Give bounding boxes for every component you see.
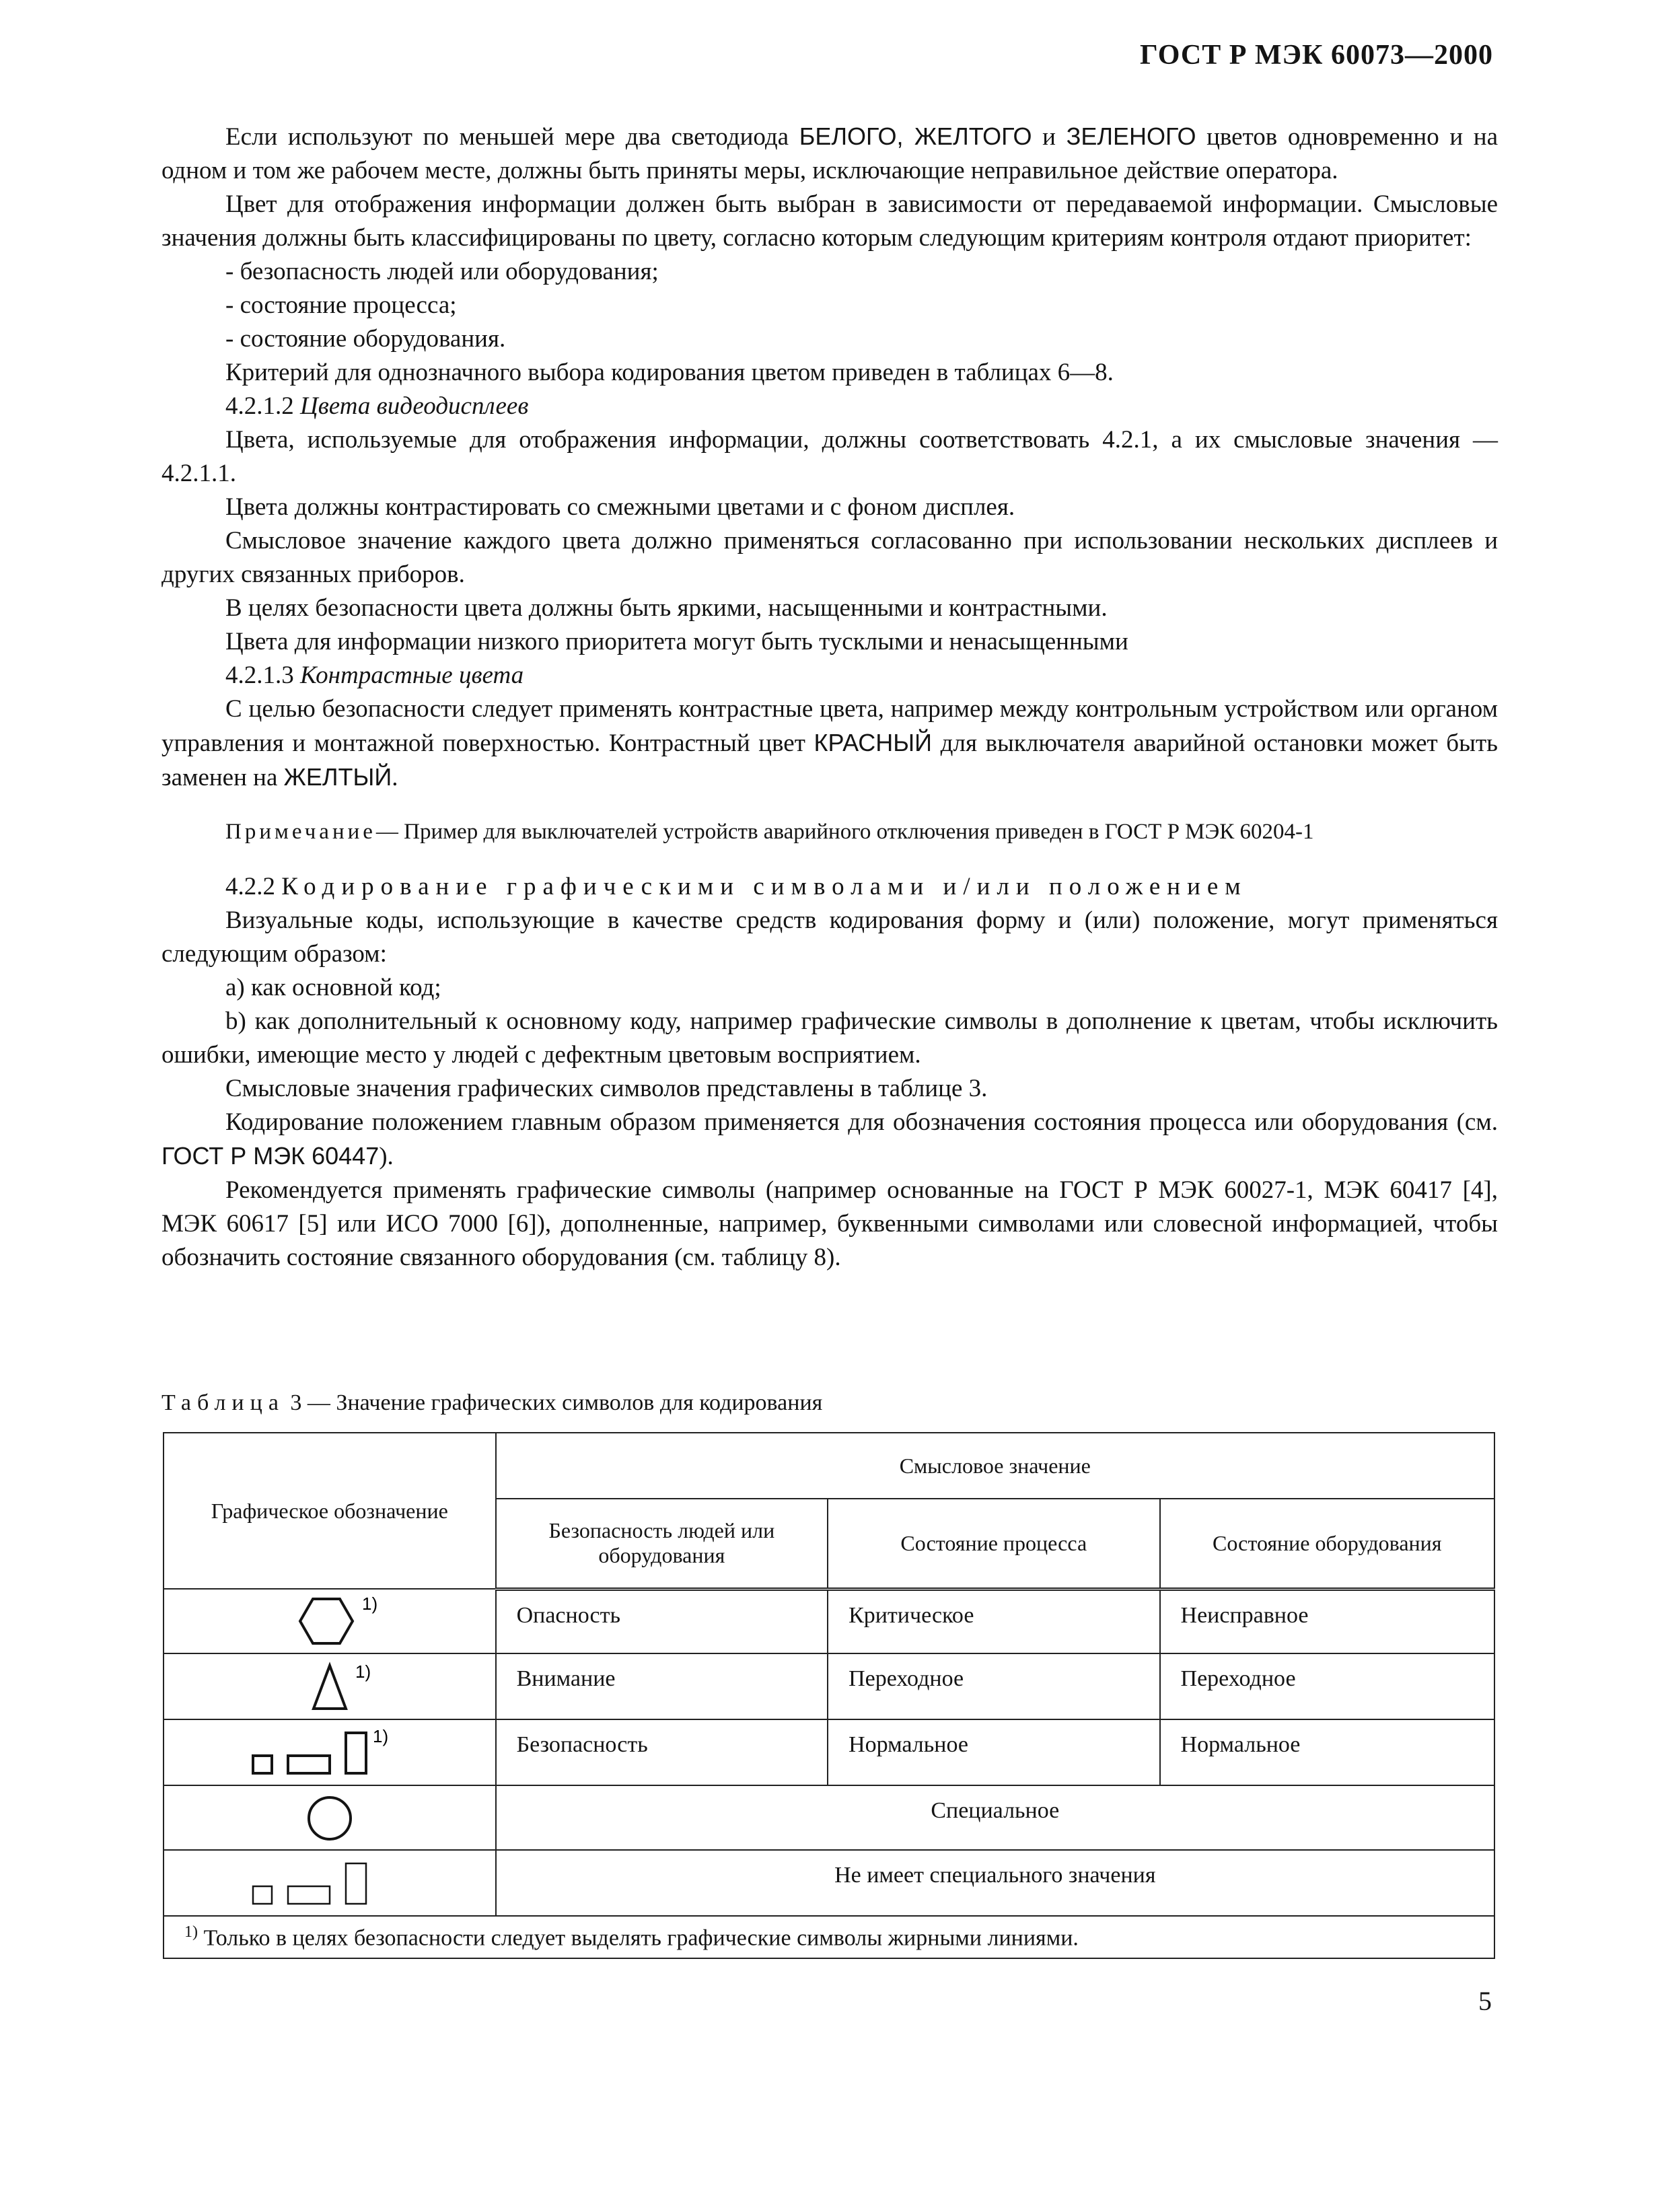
document-body [161, 120, 1498, 1275]
table-row [164, 1719, 1494, 1785]
note: Примечание— Пример для выключателей устройств аварийного отключения приведен в ГОСТ Р МЭК 60204-1 [225, 820, 1314, 844]
paragraph: В целях безопасности цвета должны быть яркими, насыщенными и контрастными. [225, 594, 1108, 622]
color-name: ЗЕЛЕНОГО [1066, 122, 1196, 150]
symbols-table [163, 1432, 1495, 1959]
paragraph: Визуальные коды, использующие в качестве средств кодирования форму и (или) положение, могут применяться следующим образом: [161, 906, 1498, 968]
color-name: КРАСНЫЙ [814, 729, 933, 756]
section-heading: 4.2.2 Кодирование графическими символами и/или положением [225, 873, 1248, 900]
footnote-mark: 1) [372, 1726, 388, 1746]
table-cell: Безопасность [496, 1719, 828, 1785]
col-header-process: Состояние процесса [828, 1499, 1159, 1589]
table-footnote-row [164, 1916, 1494, 1958]
table-cell: Не имеет специального значения [496, 1850, 1494, 1916]
list-item: a) как основной код; [225, 974, 441, 1001]
triangle-icon [262, 1656, 397, 1717]
document-header: ГОСТ Р МЭК 60073—2000 [1140, 40, 1493, 71]
rectangles-icon [229, 1722, 431, 1783]
list-item: - безопасность людей или оборудования; [225, 258, 659, 285]
table-row [164, 1653, 1494, 1719]
symbol-cell [164, 1589, 496, 1653]
paragraph: С целью безопасности следует применять контрастные цвета, например между контрольным устройством или органом управления и монтажной поверхностью. Контрастный цвет КРАСНЫЙ для выключателя аварийной остановки может быть заменен на ЖЕЛТЫЙ. [161, 695, 1499, 791]
paragraph: Рекомендуется применять графические символы (например основанные на ГОСТ Р МЭК 60027-1, МЭК 60417 [4], МЭК 60617 [5] или ИСО 7000 [6]), дополненные, например, буквенными символами или словесной информацией, чтобы обозначить состояние связанного оборудования (см. таблицу 8). [161, 1176, 1498, 1271]
paragraph: Цвета должны контрастировать со смежными цветами и с фоном дисплея. [225, 493, 1015, 521]
table-cell: Неисправное [1160, 1589, 1494, 1653]
section-heading: 4.2.1.3 Контрастные цвета [225, 662, 524, 689]
table-cell: Нормальное [828, 1719, 1159, 1785]
hexagon-icon [262, 1591, 397, 1651]
table-cell: Опасность [496, 1589, 828, 1653]
circle-icon [262, 1787, 397, 1848]
footnote-mark: 1) [355, 1662, 371, 1682]
col-header-equipment: Состояние оборудования [1160, 1499, 1494, 1589]
list-item: - состояние оборудования. [225, 325, 506, 353]
table-row [164, 1785, 1494, 1850]
table-cell: Переходное [828, 1653, 1159, 1719]
table-row [164, 1850, 1494, 1916]
color-name: ЖЕЛТЫЙ [283, 763, 392, 791]
table-row [164, 1589, 1494, 1653]
paragraph: Цвета для информации низкого приоритета могут быть тусклыми и ненасыщенными [225, 628, 1128, 655]
paragraph: Кодирование положением главным образом применяется для обозначения состояния процесса или оборудования (см. ГОСТ Р МЭК 60447). [161, 1108, 1498, 1170]
col-header-meaning: Смысловое значение [496, 1433, 1494, 1499]
page-number: 5 [1478, 1986, 1492, 2016]
paragraph: Если используют по меньшей мере два светодиода БЕЛОГО, ЖЕЛТОГО и ЗЕЛЕНОГО цветов одновременно и на одном и том же рабочем месте, должны быть приняты меры, исключающие неправильное действие оператора. [161, 122, 1498, 184]
list-item: b) как дополнительный к основному коду, например графические символы в дополнение к цветам, чтобы исключить ошибки, имеющие место у людей с дефектным цветовым восприятием. [161, 1007, 1498, 1069]
col-header-symbol: Графическое обозначение [164, 1433, 496, 1589]
paragraph: Цвета, используемые для отображения информации, должны соответствовать 4.2.1, а их смысловые значения — 4.2.1.1. [161, 426, 1498, 487]
table-cell: Переходное [1160, 1653, 1494, 1719]
section-heading: 4.2.1.2 Цвета видеодисплеев [225, 392, 529, 420]
color-name: БЕЛОГО, ЖЕЛТОГО [799, 122, 1032, 150]
list-item: - состояние процесса; [225, 291, 457, 319]
col-header-safety: Безопасность людей или оборудования [496, 1499, 828, 1589]
symbol-cell [164, 1850, 496, 1916]
symbol-cell [164, 1719, 496, 1785]
table-footnote: $^{1)}$ Только в целях безопасности следует выделять графические символы жирными линиями. [164, 1916, 1494, 1958]
paragraph: Смысловое значение каждого цвета должно применяться согласованно при использовании нескольких дисплеев и других связанных приборов. [161, 527, 1498, 588]
table-caption: Таблица 3 — Значение графических символов для кодирования [161, 1390, 823, 1415]
paragraph: Цвет для отображения информации должен быть выбран в зависимости от передаваемой информации. Смысловые значения должны быть классифицированы по цвету, согласно которым следующим критериям контроля отдают приоритет: [161, 190, 1498, 252]
table-cell: Внимание [496, 1653, 828, 1719]
paragraph: Критерий для однозначного выбора кодирования цветом приведен в таблицах 6—8. [225, 359, 1114, 386]
rectangles-icon [229, 1853, 431, 1913]
symbol-cell [164, 1785, 496, 1850]
footnote-mark: 1) [361, 1594, 377, 1614]
table-cell: Специальное [496, 1785, 1494, 1850]
paragraph: Смысловые значения графических символов представлены в таблице 3. [225, 1075, 988, 1102]
symbol-cell [164, 1653, 496, 1719]
table-cell: Критическое [828, 1589, 1159, 1653]
table-cell: Нормальное [1160, 1719, 1494, 1785]
